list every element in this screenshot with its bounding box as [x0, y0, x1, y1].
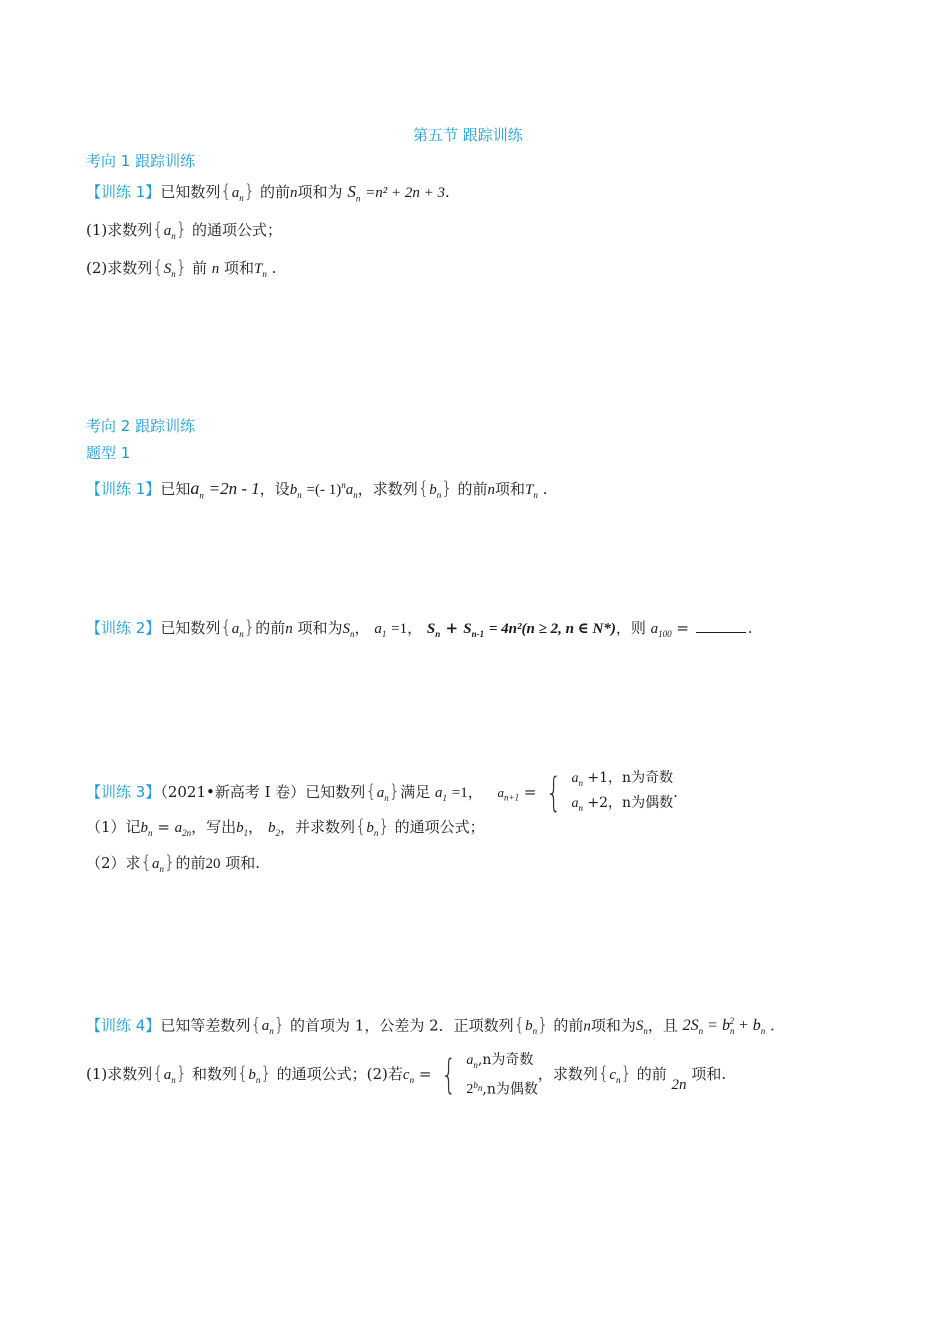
d2-exercise4-line: 【训练 4】已知等差数列$\{a_n\}$ 的首项为 1，公差为 2．正项数列$\{b_n\}$ 的前n项和为$S_n$，且 $2S_n = b_n^2 + b_n$ .	[86, 1014, 775, 1037]
piecewise-cn: { $a_n,n$为奇数 $2^{b_n},n$为偶数	[441, 1052, 538, 1099]
d2-exercise2-line: 【训练 2】已知数列$\{a_n\}$的前n 项和为$S_n$， $a_1 =1$， $S_n + S_{n-1} = 4n^2(n \ge 2$, n ∈ N*)，则 $a_{100}$ = .	[86, 617, 753, 639]
d2-ex3-question1: （1）记$b_n = a_{2n}$，写出$b_1$， $b_2$，并求数列$\{b_n\}$ 的通项公式；	[86, 816, 485, 838]
exercise-tag: 【训练 1】	[86, 183, 161, 201]
exercise-tag: 【训练 1】	[86, 480, 161, 498]
direction2-heading: 考向 2 跟踪训练	[86, 417, 196, 435]
direction1-heading: 考向 1 跟踪训练	[86, 152, 196, 170]
section-title: 第五节 跟踪训练	[413, 126, 523, 144]
piecewise-an1: $a_{n+1}$ = { $a_n +1$，n为奇数 $a_n +2$，n为偶数	[497, 769, 674, 816]
exercise-tag: 【训练 2】	[86, 619, 161, 637]
answer-blank[interactable]	[696, 618, 746, 633]
exercise-tag: 【训练 4】	[86, 1016, 161, 1035]
d2-exercise3-line: 【训练 3】（2021•新高考 I 卷）已知数列$\{a_n\}$满足 $a_1 =1$， $a_{n+1}$ = { $a_n +1$，n为奇数 $a_n +2$，n为偶数 .	[86, 769, 678, 816]
d1-question1: (1)求数列$\{a_n\}$ 的通项公式；	[86, 219, 282, 241]
d1-exercise1-line: 【训练 1】已知数列$\{a_n\}$ 的前n项和为 $S_n =n^2 + 2n + 3$.	[86, 181, 450, 204]
type-label: 题型 1	[86, 444, 131, 462]
d1-question2: (2)求数列$\{S_n\}$ 前 n 项和$T_n$ .	[86, 257, 277, 279]
d2-ex3-question2: （2）求$\{a_n\}$的前20 项和.	[86, 852, 261, 874]
d2-ex4-questions: (1)求数列$\{a_n\}$ 和数列$\{b_n\}$ 的通项公式；(2)若$c_n$ = { $a_n,n$为奇数 $2^{b_n},n$为偶数 ，求数列$\{c_n\}$ 的前 2n 项和.	[86, 1050, 726, 1100]
d2-exercise1-line: 【训练 1】已知$a_n =2n - 1$，设$b_n$ =(- $1)^na_n$，求数列$\{b_n\}$ 的前n项和$T_n$ .	[86, 478, 548, 501]
exercise-tag: 【训练 3】	[86, 782, 161, 801]
